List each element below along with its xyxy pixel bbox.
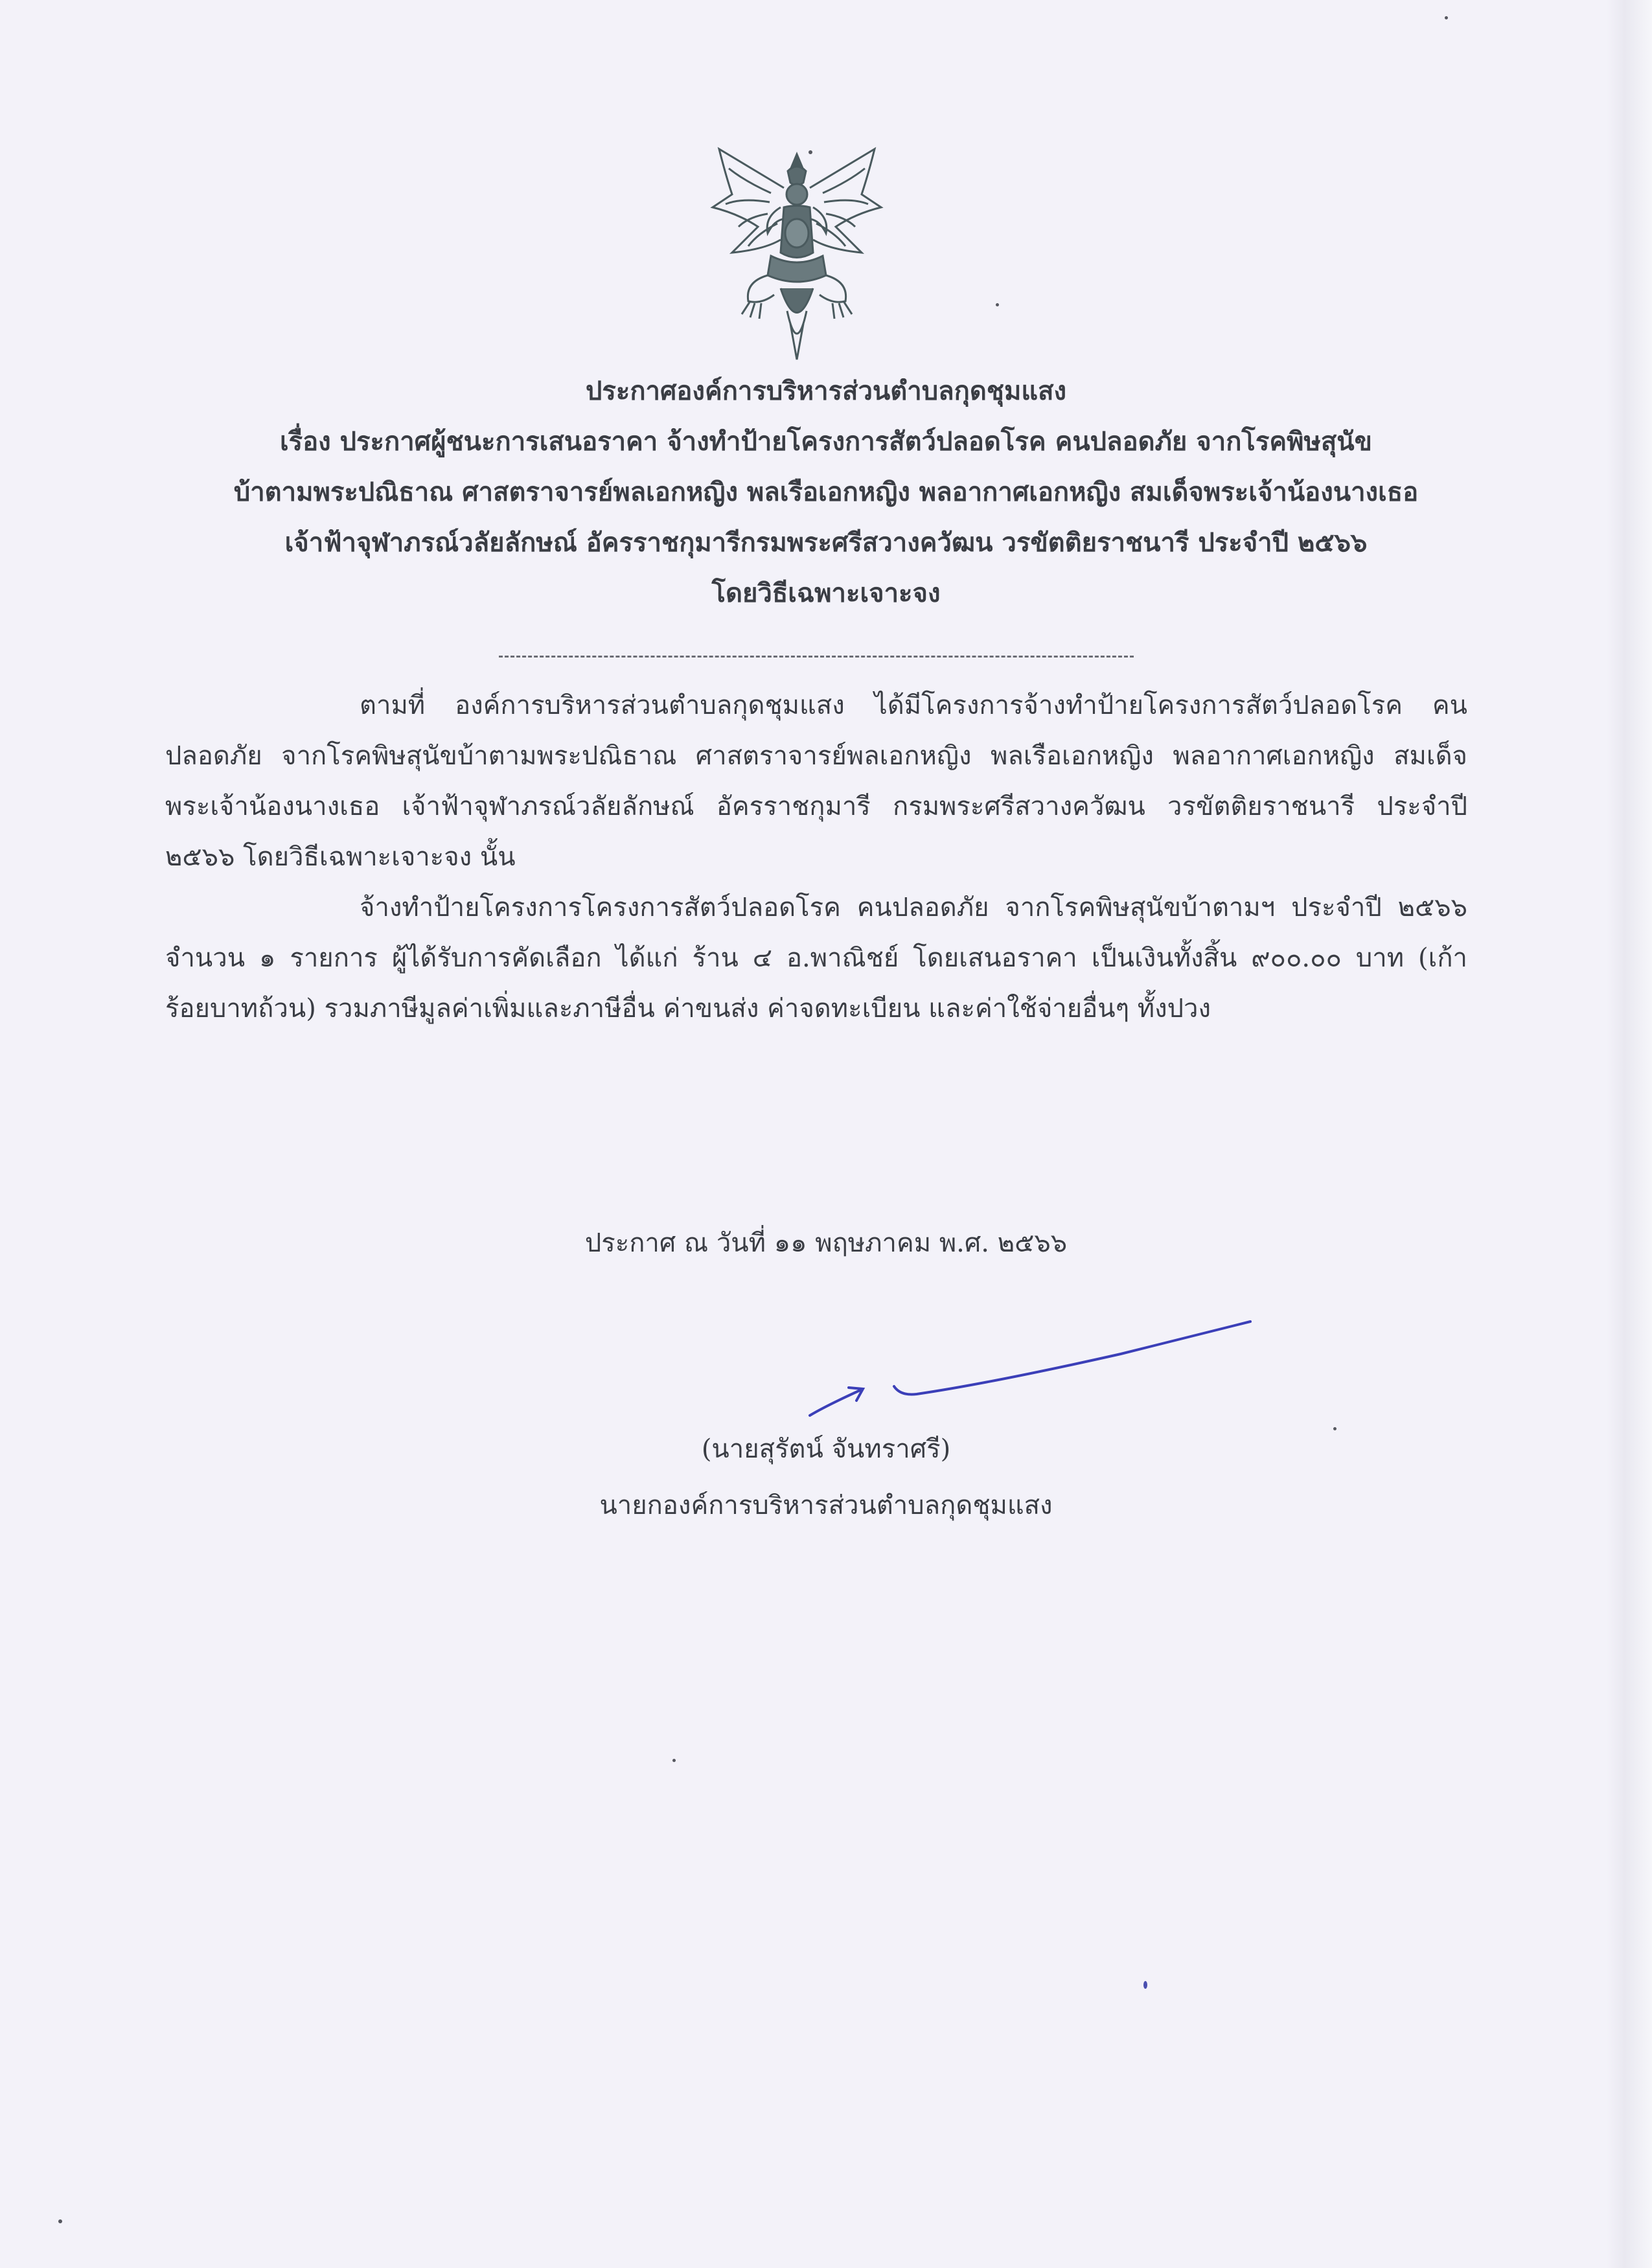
scan-speck	[58, 2219, 62, 2223]
subject-line-4: โดยวิธีเฉพาะเจาะจง	[711, 578, 941, 608]
signatory-name: (นายสุรัตน์ จันทราศรี)	[701, 1434, 951, 1464]
scan-speck	[809, 150, 812, 154]
announcement-heading	[130, 366, 1522, 619]
paper-edge-shadow	[1607, 0, 1652, 2268]
paragraph-2-line-1: จ้างทำป้ายโครงการโครงการสัตว์ปลอดโรค คนปลอดภัย จากโรคพิษสุนัขบ้าตามฯ ประจำปี ๒๕๖๖	[360, 893, 1467, 922]
signature-mark	[797, 1309, 1270, 1438]
scan-speck	[1333, 1427, 1337, 1430]
subject-line-1: เรื่อง ประกาศผู้ชนะการเสนอราคา จ้างทำป้ายโครงการสัตว์ปลอดโรค คนปลอดภัย จากโรคพิษสุนัข	[280, 426, 1372, 457]
dashed-divider	[499, 656, 1134, 658]
paragraph-1-line-2: ปลอดภัย จากโรคพิษสุนัขบ้าตามพระปณิธาณ ศาสตราจารย์พลเอกหญิง พลเรือเอกหญิง พลอากาศเอกหญิง สมเด็จ	[165, 741, 1467, 771]
body-paragraph-2	[165, 882, 1467, 1034]
paragraph-2-line-2: จำนวน ๑ รายการ ผู้ได้รับการคัดเลือก ได้แก่ ร้าน ๔ อ.พาณิชย์ โดยเสนอราคา เป็นเงินทั้งสิ้น ๙๐๐.๐๐ บาท (เก้า	[165, 943, 1467, 973]
garuda-emblem-icon	[693, 143, 901, 363]
subject-line-2: บ้าตามพระปณิธาณ ศาสตราจารย์พลเอกหญิง พลเรือเอกหญิง พลอากาศเอกหญิง สมเด็จพระเจ้าน้องนางเธอ	[233, 477, 1419, 507]
paragraph-1-line-4: ๒๕๖๖ โดยวิธีเฉพาะเจาะจง นั้น	[165, 842, 516, 872]
signatory-position: นายกองค์การบริหารส่วนตำบลกุดชุมแสง	[599, 1491, 1053, 1520]
ink-speck	[1143, 1981, 1147, 1989]
announcement-title: ประกาศองค์การบริหารส่วนตำบลกุดชุมแสง	[585, 376, 1067, 406]
announcement-date: ประกาศ ณ วันที่ ๑๑ พฤษภาคม พ.ศ. ๒๕๖๖	[584, 1228, 1068, 1258]
scan-speck	[672, 1759, 676, 1762]
paragraph-1-line-1: ตามที่ องค์การบริหารส่วนตำบลกุดชุมแสง ได้มีโครงการจ้างทำป้ายโครงการสัตว์ปลอดโรค คน	[360, 691, 1467, 720]
paragraph-1-line-3: พระเจ้าน้องนางเธอ เจ้าฟ้าจุฬาภรณ์วลัยลักษณ์ อัครราชกุมารี กรมพระศรีสวางควัฒน วรขัตติยราชนารี ประจำปี	[165, 792, 1467, 821]
scan-speck	[996, 303, 999, 306]
body-paragraph-1	[165, 680, 1467, 882]
subject-line-3: เจ้าฟ้าจุฬาภรณ์วลัยลักษณ์ อัครราชกุมารีกรมพระศรีสวางควัฒน วรขัตติยราชนารี ประจำปี ๒๕๖๖	[284, 527, 1368, 558]
paragraph-2-line-3: ร้อยบาทถ้วน) รวมภาษีมูลค่าเพิ่มและภาษีอื่น ค่าขนส่ง ค่าจดทะเบียน และค่าใช้จ่ายอื่นๆ ทั้งปวง	[165, 994, 1211, 1024]
scan-speck	[1445, 16, 1448, 19]
